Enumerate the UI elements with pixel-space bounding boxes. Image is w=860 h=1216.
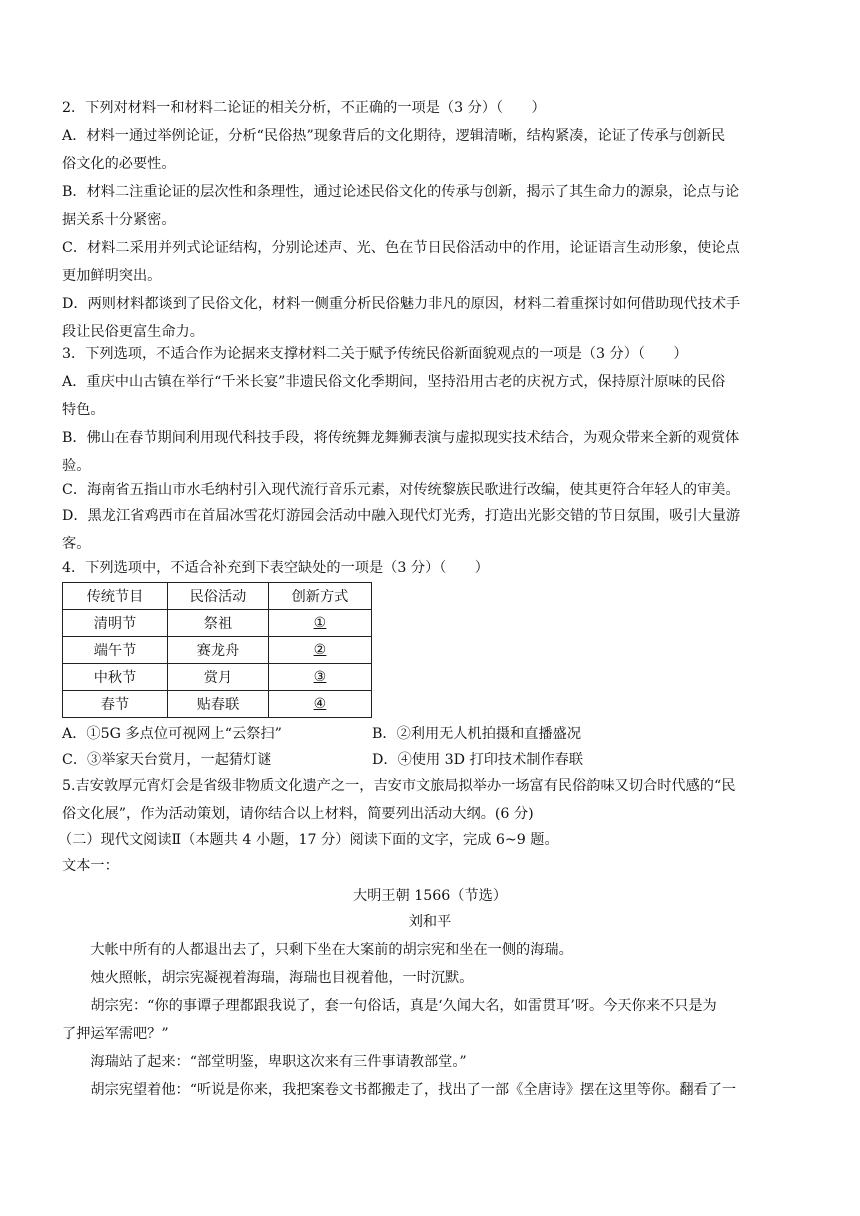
q3-option-d-line2: 客。 xyxy=(62,536,91,552)
q3-option-b-line1: B．佛山在春节期间利用现代科技手段，将传统舞龙舞狮表演与虚拟现实技术结合，为观众带来全新的观赏体 xyxy=(62,430,740,446)
story-author: 刘和平 xyxy=(408,914,452,930)
story-paragraph-4: 海瑞站了起来：“部堂明鉴，卑职这次来有三件事请教部堂。” xyxy=(90,1054,467,1070)
story-paragraph-1: 大帐中所有的人都退出去了，只剩下坐在大案前的胡宗宪和坐在一侧的海瑞。 xyxy=(90,942,573,958)
table-cell: 赛龙舟 xyxy=(168,637,269,664)
blank-marker: ④ xyxy=(313,696,327,712)
q2-option-a-line2: 俗文化的必要性。 xyxy=(62,156,176,172)
table-row xyxy=(63,691,372,718)
q2-option-b-line1: B．材料二注重论证的层次性和条理性，通过论述民俗文化的传承与创新，揭示了其生命力的源泉，论点与论 xyxy=(62,184,740,200)
table-cell: 中秋节 xyxy=(63,664,168,691)
table-cell: 端午节 xyxy=(63,637,168,664)
text-one-label: 文本一： xyxy=(62,858,119,874)
q2-stem: 2．下列对材料一和材料二论证的相关分析，不正确的一项是（3 分）（ ） xyxy=(62,100,546,116)
q2-option-c-line1: C．材料二采用并列式论证结构，分别论述声、光、色在节日民俗活动中的作用，论证语言生动形象，使论点 xyxy=(62,240,740,256)
q3-option-a-line2: 特色。 xyxy=(62,402,105,418)
q3-option-d-line1: D．黑龙江省鸡西市在首届冰雪花灯游园会活动中融入现代灯光秀，打造出光影交错的节日氛围，吸引大量游 xyxy=(62,508,741,524)
q4-option-c: C．③举家天台赏月，一起猜灯谜 xyxy=(62,752,272,768)
story-paragraph-3-line2: 了押运军需吧？” xyxy=(62,1026,169,1042)
q5-line2: 俗文化展”，作为活动策划，请你结合以上材料，简要列出活动大纲。(6 分) xyxy=(62,806,534,822)
q2-option-d-line2: 段让民俗更富生命力。 xyxy=(62,324,204,340)
section2-heading: （二）现代文阅读Ⅱ（本题共 4 小题，17 分）阅读下面的文字，完成 6~9 题。 xyxy=(58,832,559,848)
blank-marker: ① xyxy=(313,615,327,631)
table-cell xyxy=(269,610,372,637)
table-cell xyxy=(269,691,372,718)
q4-option-d: D．④使用 3D 打印技术制作春联 xyxy=(372,752,584,768)
table-header: 传统节目 xyxy=(63,583,168,610)
table-row xyxy=(63,637,372,664)
story-paragraph-5: 胡宗宪望着他：“听说是你来，我把案卷文书都搬走了，找出了一部《全唐诗》摆在这里等你。翻看了一 xyxy=(90,1082,737,1098)
story-title: 大明王朝 1566（节选） xyxy=(352,888,508,904)
q4-option-b: B．②利用无人机拍摄和直播盛况 xyxy=(372,726,582,742)
q2-option-d-line1: D．两则材料都谈到了民俗文化，材料一侧重分析民俗魅力非凡的原因，材料二着重探讨如何借助现代技术手 xyxy=(62,296,741,312)
story-paragraph-2: 烛火照帐，胡宗宪凝视着海瑞，海瑞也目视着他，一时沉默。 xyxy=(90,970,474,986)
table-header: 创新方式 xyxy=(269,583,372,610)
q4-option-a: A．①5G 多点位可视网上“云祭扫” xyxy=(62,726,282,742)
q5-line1: 5.吉安敦厚元宵灯会是省级非物质文化遗产之一，吉安市文旅局拟举办一场富有民俗韵味又切合时代感的“民 xyxy=(62,778,736,794)
table-header-row xyxy=(63,583,372,610)
table-row xyxy=(63,610,372,637)
table-cell: 赏月 xyxy=(168,664,269,691)
table-header: 民俗活动 xyxy=(168,583,269,610)
q2-option-b-line2: 据关系十分紧密。 xyxy=(62,212,176,228)
q4-stem: 4．下列选项中，不适合补充到下表空缺处的一项是（3 分）（ ） xyxy=(62,560,489,576)
table-cell: 清明节 xyxy=(63,610,168,637)
table-cell xyxy=(269,664,372,691)
q3-stem: 3．下列选项，不适合作为论据来支撑材料二关于赋予传统民俗新面貌观点的一项是（3 分）（ ） xyxy=(62,346,688,362)
q3-option-c: C．海南省五指山市水毛纳村引入现代流行音乐元素，对传统黎族民歌进行改编，使其更符合年轻人的审美。 xyxy=(62,482,740,498)
story-paragraph-3-line1: 胡宗宪：“你的事谭子理都跟我说了，套一句俗话，真是‘久闻大名，如雷贯耳’呀。今天你来不只是为 xyxy=(90,998,717,1014)
table-cell xyxy=(269,637,372,664)
q3-option-a-line1: A．重庆中山古镇在举行“千米长宴”非遗民俗文化季期间，坚持沿用古老的庆祝方式，保持原汁原味的民俗 xyxy=(62,374,726,390)
blank-marker: ② xyxy=(313,642,327,658)
blank-marker: ③ xyxy=(313,669,327,685)
table-cell: 贴春联 xyxy=(168,691,269,718)
table-row xyxy=(63,664,372,691)
table-cell: 春节 xyxy=(63,691,168,718)
q2-option-c-line2: 更加鲜明突出。 xyxy=(62,268,162,284)
q2-option-a-line1: A．材料一通过举例论证，分析“民俗热”现象背后的文化期待，逻辑清晰，结构紧凑，论证了传承与创新民 xyxy=(62,128,726,144)
table-cell: 祭祖 xyxy=(168,610,269,637)
festival-table xyxy=(62,582,372,718)
q3-option-b-line2: 验。 xyxy=(62,458,91,474)
